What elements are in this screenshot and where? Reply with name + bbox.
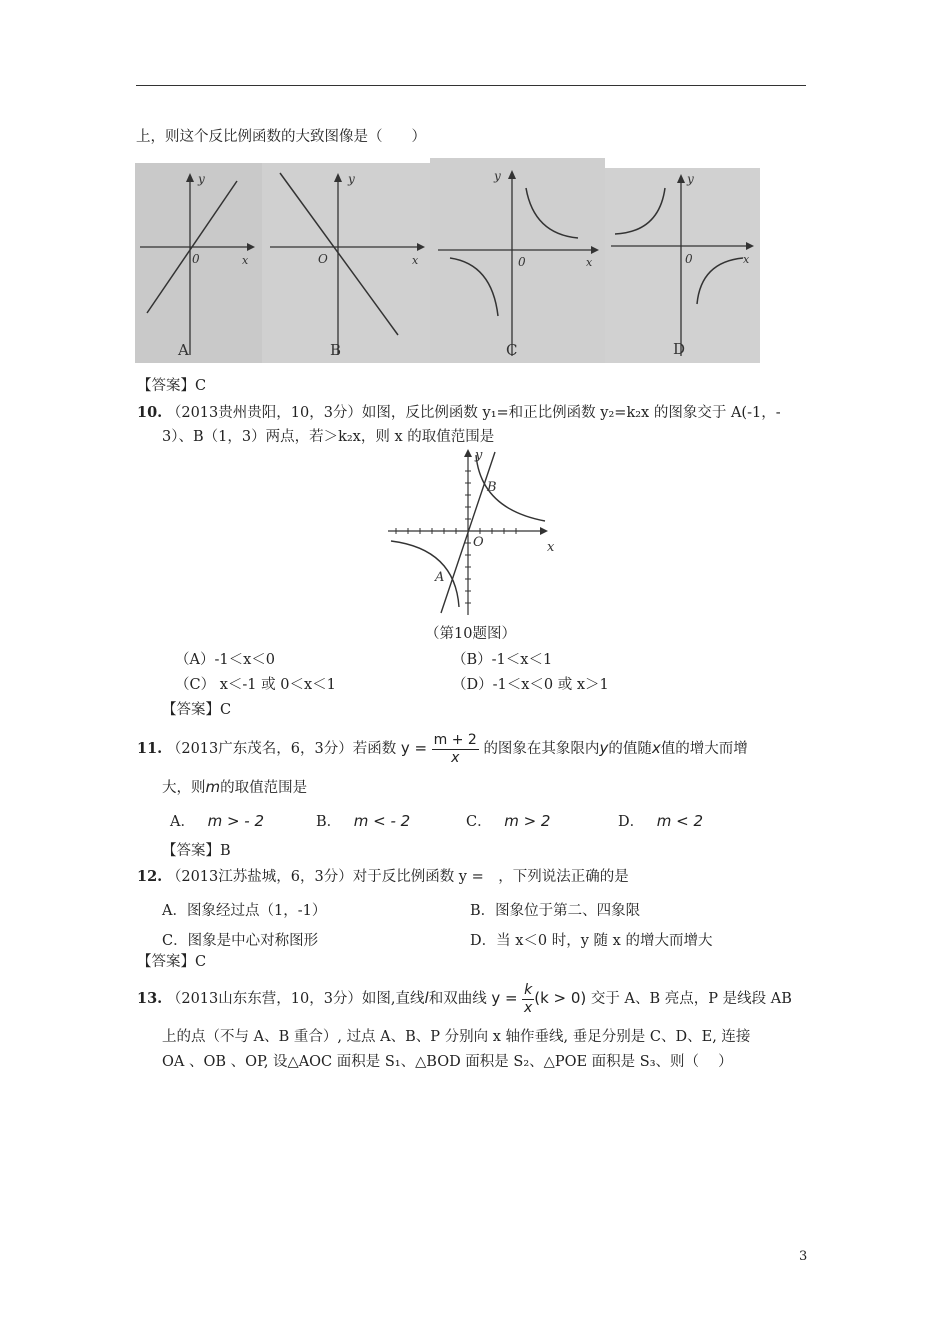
graph-b-origin-label: O [318,252,328,266]
q11-option-d-label: D． [618,814,645,830]
fig10-y-label: y [475,448,483,463]
q11-option-c-label: C． [466,814,492,830]
fig10-x-label: x [547,540,555,555]
question-13-frac-num: k [524,981,533,998]
graph-d-x-label: x [743,253,750,266]
question-12-option-a: A．图象经过点（1，-1） [162,903,327,919]
question-11-text-post: 的图象在其象限内 [483,741,600,757]
graph-d-origin-label: 0 [685,252,693,266]
question-13-fraction [522,982,534,1017]
question-11-frac-num: m + 2 [433,731,477,748]
graph-a-letter: A [178,341,189,359]
answer-9: 【答案】C [137,378,207,394]
fig10-point-a-label: A [435,570,445,585]
question-12-option-d: D．当 x＜0 时，y 随 x 的增大而增大 [470,933,713,949]
graph-option-c [430,158,605,363]
question-11-number: 11. [137,740,163,757]
question-9-stem-end: 上，则这个反比例函数的大致图像是（ ） [136,129,426,145]
q11-option-a-label: A． [170,814,195,830]
question-13-frac-den: x [524,999,533,1016]
question-11-m-var: m [205,778,221,796]
question-10-number: 10. [137,404,163,421]
graph-b-x-label: x [412,254,419,267]
graph-d-letter: D [673,340,686,358]
question-11-y-eq: y = [400,739,428,757]
question-11-line-2 [162,777,307,798]
graph-a-x-label: x [242,254,249,267]
question-11-text-pre: （2013广东茂名，6，3分）若函数 [166,741,397,757]
graph-option-b [262,163,430,363]
question-13-number: 13. [137,990,163,1007]
graph-c-origin-label: 0 [518,255,526,269]
fig10-point-b-label: B [487,480,497,495]
question-10-option-d: （D）-1＜x＜0 或 x＞1 [452,677,609,693]
question-11-option-c [466,811,550,832]
question-10-figure [385,447,565,617]
question-13-line-2: 上的点（不与 A、B 重合）, 过点 A、B、P 分别向 x 轴作垂线, 垂足分别是 C、D、E, 连接 [162,1029,751,1045]
question-11-fraction [432,732,479,767]
question-11-option-a [170,811,264,832]
figure-10-caption: （第10题图） [425,626,516,642]
graph-d-y-label: y [687,172,694,186]
fig10-origin-label: O [473,535,484,550]
question-11-line2-pre: 大，则 [162,780,206,796]
question-11-frac-den: x [451,749,460,766]
question-13-line-1 [137,978,792,1019]
question-11-line2-post: 的取值范围是 [220,780,308,796]
graph-option-a [135,163,262,363]
graph-c-y-label: y [494,169,501,183]
graph-b-y-label: y [348,172,355,186]
graph-a-y-label: y [198,172,205,186]
question-12-option-b: B．图象位于第二、四象限 [470,903,641,919]
question-12-line-1 [137,867,629,887]
question-10-text-1: （2013贵州贵阳，10，3分）如图，反比例函数 y₁=和正比例函数 y₂=k₂x 的图象交于 A(-1，- [166,405,781,421]
answer-10: 【答案】C [162,702,232,718]
question-12-option-c: C．图象是中心对称图形 [162,933,319,949]
question-11-option-b [316,811,410,832]
graph-c-x-label: x [586,256,593,269]
question-13-text-pre: （2013山东东营，10，3分）如图,直线 [166,991,425,1007]
q11-option-a-value: m > - 2 [207,812,265,830]
question-10-option-c: （C） x＜-1 或 0＜x＜1 [175,677,336,693]
question-13-condition: (k > 0) [534,989,587,1007]
q11-option-c-value: m > 2 [504,812,551,830]
question-10-line-1 [137,403,781,423]
question-11-line-1 [137,728,748,769]
question-13-l-var: l [424,989,429,1007]
question-10-option-a: （A）-1＜x＜0 [175,652,275,668]
question-13-text-mid: 和双曲线 [428,991,487,1007]
header-rule [136,85,806,86]
question-11-text-post3: 值的增大而增 [660,741,748,757]
question-13-y-eq: y = [491,989,518,1007]
graph-a-origin-label: 0 [192,252,200,266]
answer-12: 【答案】C [137,954,207,970]
page-number: 3 [799,1249,808,1264]
question-13-line-3: OA 、OB 、OP, 设△AOC 面积是 S₁、△BOD 面积是 S₂、△POE 面积是 S₃、则（ ） [162,1054,733,1070]
question-11-x-var: x [651,739,661,757]
question-11-option-d [618,811,703,832]
question-12-number: 12. [137,868,163,885]
answer-11: 【答案】B [162,843,231,859]
question-11-y-var: y [599,739,609,757]
question-11-text-post2: 的值随 [608,741,652,757]
question-10-option-b: （B）-1＜x＜1 [452,652,553,668]
graph-option-d [605,168,760,363]
q11-option-b-label: B． [316,814,342,830]
question-13-text-post: 交于 A、B 亮点，P 是线段 AB [590,991,792,1007]
question-12-stem: （2013江苏盐城，6，3分）对于反比例函数 y = ，下列说法正确的是 [166,869,629,885]
q11-option-d-value: m < 2 [656,812,704,830]
graph-b-letter: B [330,341,342,359]
graph-c-letter: C [506,341,518,359]
q11-option-b-value: m < - 2 [353,812,411,830]
question-10-line-2: 3）、B（1，3）两点，若＞k₂x，则 x 的取值范围是 [162,429,495,445]
